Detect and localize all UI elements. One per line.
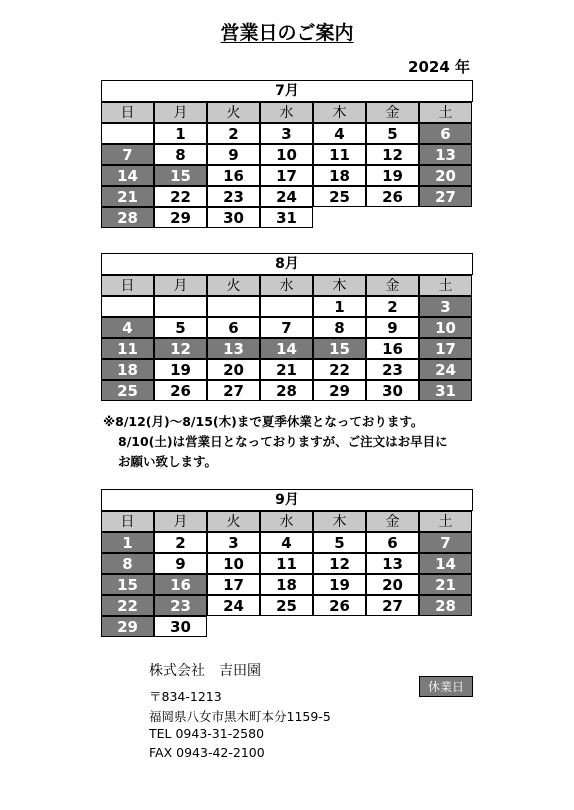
calendar-grid [101, 102, 472, 228]
business-day-cell: 20 [207, 359, 260, 380]
business-day-cell: 9 [366, 317, 419, 338]
weekday-header: 日 [101, 511, 154, 532]
business-day-cell: 1 [313, 296, 366, 317]
closed-day-cell: 15 [313, 338, 366, 359]
calendar-empty-cell [101, 123, 154, 144]
business-day-cell: 19 [366, 165, 419, 186]
closed-day-cell: 13 [419, 144, 472, 165]
business-day-cell: 11 [260, 553, 313, 574]
business-day-cell: 8 [313, 317, 366, 338]
business-day-cell: 26 [154, 380, 207, 401]
business-day-cell: 16 [366, 338, 419, 359]
calendar-grid [101, 511, 472, 637]
closed-day-cell: 28 [419, 595, 472, 616]
closed-day-cell: 21 [419, 574, 472, 595]
weekday-header: 土 [419, 511, 472, 532]
closed-day-cell: 7 [419, 532, 472, 553]
closed-day-cell: 6 [419, 123, 472, 144]
business-day-cell: 17 [260, 165, 313, 186]
weekday-header: 月 [154, 102, 207, 123]
calendar-blank [419, 207, 472, 228]
weekday-header: 木 [313, 511, 366, 532]
page-title [0, 18, 574, 45]
closed-day-cell: 29 [101, 616, 154, 637]
calendar-blank [366, 616, 419, 637]
business-day-cell: 10 [260, 144, 313, 165]
business-day-cell: 19 [313, 574, 366, 595]
note-line-2: 8/10(土)は営業日となっておりますが、ご注文はお早目に [118, 434, 448, 449]
note-line-3: お願い致します。 [118, 454, 218, 469]
closed-day-cell: 8 [101, 553, 154, 574]
weekday-header: 土 [419, 275, 472, 296]
closed-day-cell: 10 [419, 317, 472, 338]
business-day-cell: 27 [207, 380, 260, 401]
business-day-cell: 31 [260, 207, 313, 228]
business-day-cell: 18 [260, 574, 313, 595]
address: 福岡県八女市黒木町本分1159-5 [149, 709, 331, 724]
business-day-cell: 18 [313, 165, 366, 186]
business-day-cell: 4 [313, 123, 366, 144]
closed-day-cell: 24 [419, 359, 472, 380]
calendar-blank [260, 616, 313, 637]
calendar-grid [101, 275, 472, 401]
business-day-cell: 3 [260, 123, 313, 144]
business-day-cell: 28 [260, 380, 313, 401]
closed-day-legend: 休業日 [419, 676, 473, 697]
closed-day-cell: 1 [101, 532, 154, 553]
closed-day-cell: 31 [419, 380, 472, 401]
business-day-cell: 25 [313, 186, 366, 207]
business-day-cell: 30 [207, 207, 260, 228]
calendar-blank [313, 207, 366, 228]
weekday-header: 木 [313, 102, 366, 123]
business-day-cell: 21 [260, 359, 313, 380]
business-day-cell: 7 [260, 317, 313, 338]
closed-day-cell: 15 [101, 574, 154, 595]
calendar-blank [207, 616, 260, 637]
calendar-blank [366, 207, 419, 228]
weekday-header: 月 [154, 511, 207, 532]
closed-day-cell: 11 [101, 338, 154, 359]
weekday-header: 水 [260, 102, 313, 123]
closed-day-cell: 13 [207, 338, 260, 359]
business-day-cell: 12 [366, 144, 419, 165]
calendar-month-title: 7月 [101, 80, 473, 102]
calendar-empty-cell [207, 296, 260, 317]
business-day-cell: 26 [313, 595, 366, 616]
business-day-cell: 27 [366, 595, 419, 616]
business-day-cell: 11 [313, 144, 366, 165]
closed-day-cell: 12 [154, 338, 207, 359]
calendar-blank [313, 616, 366, 637]
business-day-cell: 20 [366, 574, 419, 595]
calendar-month-title: 9月 [101, 489, 473, 511]
weekday-header: 水 [260, 275, 313, 296]
business-day-cell: 10 [207, 553, 260, 574]
business-day-cell: 8 [154, 144, 207, 165]
calendar-september [101, 489, 473, 637]
calendar-august [101, 253, 473, 401]
business-day-cell: 30 [366, 380, 419, 401]
calendar-blank [419, 616, 472, 637]
business-day-cell: 6 [366, 532, 419, 553]
business-day-cell: 4 [260, 532, 313, 553]
business-day-cell: 3 [207, 532, 260, 553]
business-day-cell: 12 [313, 553, 366, 574]
calendar-empty-cell [260, 296, 313, 317]
business-day-cell: 9 [154, 553, 207, 574]
business-day-cell: 9 [207, 144, 260, 165]
weekday-header: 日 [101, 275, 154, 296]
closed-day-cell: 21 [101, 186, 154, 207]
postal-code: 〒834-1213 [149, 689, 222, 704]
business-day-cell: 6 [207, 317, 260, 338]
closed-day-cell: 15 [154, 165, 207, 186]
business-day-cell: 23 [207, 186, 260, 207]
weekday-header: 金 [366, 102, 419, 123]
page-title-text: 営業日のご案内 [220, 22, 354, 44]
year-label: 2024 年 [408, 58, 470, 76]
calendar-empty-cell [154, 296, 207, 317]
business-day-cell: 22 [154, 186, 207, 207]
calendar-month-title: 8月 [101, 253, 473, 275]
business-day-cell: 23 [366, 359, 419, 380]
closed-day-cell: 16 [154, 574, 207, 595]
weekday-header: 火 [207, 102, 260, 123]
business-day-cell: 29 [154, 207, 207, 228]
business-day-cell: 19 [154, 359, 207, 380]
company-name: 株式会社 吉田園 [149, 663, 261, 679]
fax: FAX 0943-42-2100 [149, 745, 265, 760]
business-day-cell: 5 [154, 317, 207, 338]
closed-day-cell: 27 [419, 186, 472, 207]
weekday-header: 火 [207, 511, 260, 532]
closed-day-cell: 14 [419, 553, 472, 574]
weekday-header: 金 [366, 511, 419, 532]
business-day-cell: 17 [207, 574, 260, 595]
weekday-header: 水 [260, 511, 313, 532]
note-line-1: ※8/12(月)～8/15(木)まで夏季休業となっております。 [103, 414, 424, 429]
closed-day-cell: 23 [154, 595, 207, 616]
business-day-cell: 13 [366, 553, 419, 574]
business-day-cell: 1 [154, 123, 207, 144]
weekday-header: 日 [101, 102, 154, 123]
closed-day-cell: 7 [101, 144, 154, 165]
business-day-cell: 24 [207, 595, 260, 616]
business-day-cell: 30 [154, 616, 207, 637]
business-day-cell: 22 [313, 359, 366, 380]
closed-day-cell: 17 [419, 338, 472, 359]
closed-day-cell: 14 [260, 338, 313, 359]
calendar-empty-cell [101, 296, 154, 317]
business-day-cell: 24 [260, 186, 313, 207]
business-day-cell: 26 [366, 186, 419, 207]
weekday-header: 火 [207, 275, 260, 296]
weekday-header: 土 [419, 102, 472, 123]
closed-day-cell: 28 [101, 207, 154, 228]
business-day-cell: 5 [366, 123, 419, 144]
business-day-cell: 2 [366, 296, 419, 317]
business-day-cell: 29 [313, 380, 366, 401]
business-day-cell: 2 [154, 532, 207, 553]
weekday-header: 月 [154, 275, 207, 296]
business-day-cell: 2 [207, 123, 260, 144]
weekday-header: 木 [313, 275, 366, 296]
closed-day-cell: 4 [101, 317, 154, 338]
closed-day-cell: 3 [419, 296, 472, 317]
business-day-cell: 16 [207, 165, 260, 186]
business-day-cell: 5 [313, 532, 366, 553]
closed-day-cell: 25 [101, 380, 154, 401]
closed-day-cell: 14 [101, 165, 154, 186]
closed-day-cell: 18 [101, 359, 154, 380]
calendar-july [101, 80, 473, 228]
tel: TEL 0943-31-2580 [149, 726, 265, 741]
business-day-cell: 25 [260, 595, 313, 616]
weekday-header: 金 [366, 275, 419, 296]
closed-day-cell: 20 [419, 165, 472, 186]
closed-day-cell: 22 [101, 595, 154, 616]
